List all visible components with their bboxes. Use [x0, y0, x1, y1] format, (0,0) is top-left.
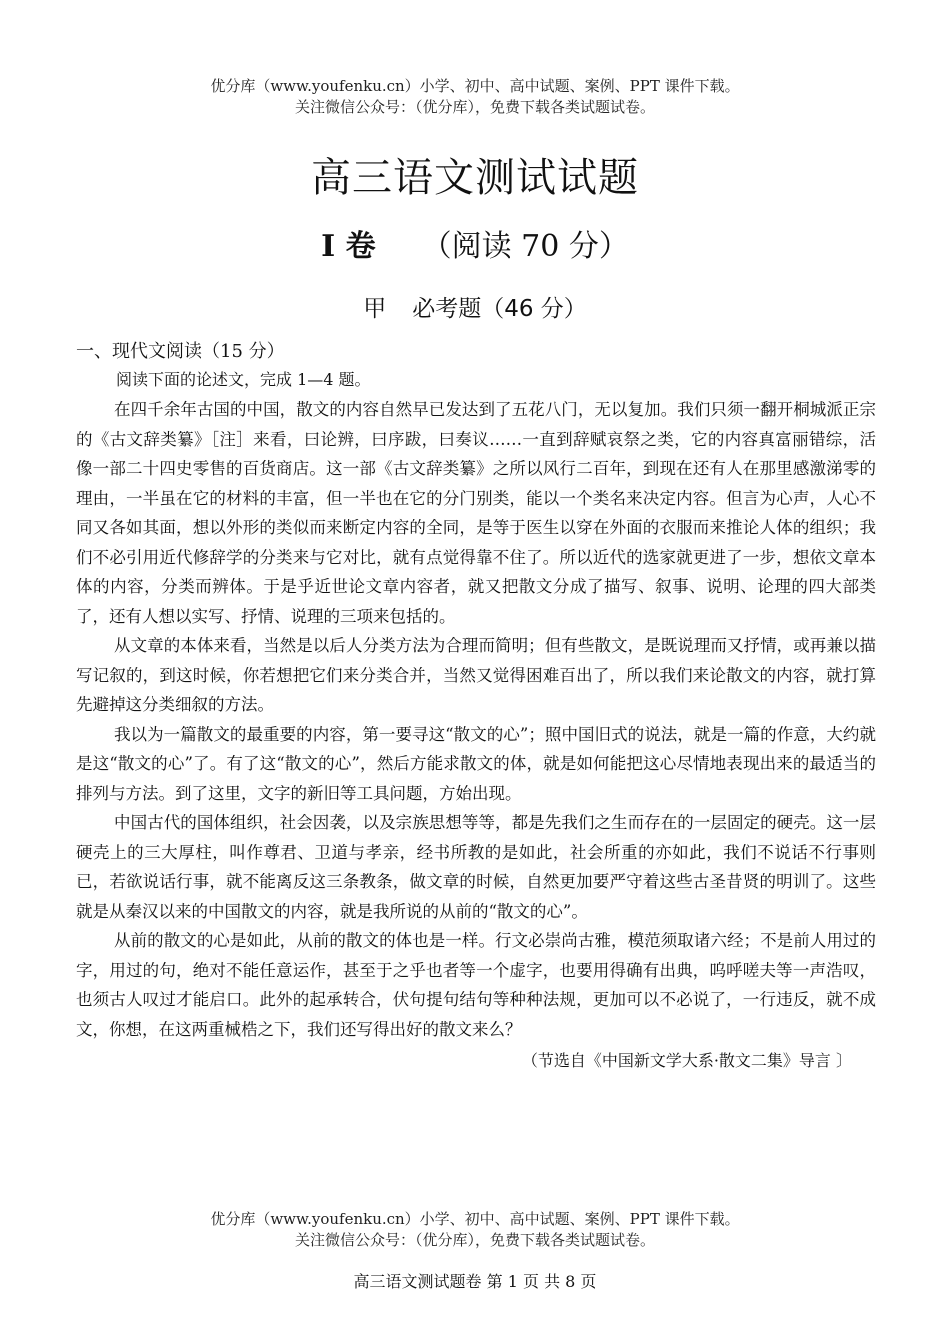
- section-heading: [0, 292, 950, 326]
- passage-source: （节选自《中国新文学大系·散文二集》导言 〕: [521, 1051, 852, 1070]
- banner-line-2: 关注微信公众号：（优分库），免费下载各类试题试卷。: [294, 1231, 655, 1249]
- banner-line-1: 优分库（www.youfenku.cn）小学、初中、高中试题、案例、PPT 课件下载。: [210, 77, 740, 95]
- section-text: 必考题（46 分）: [412, 296, 587, 322]
- volume-subtitle: [0, 226, 950, 268]
- question-content: [76, 338, 876, 1076]
- question-heading: 一、现代文阅读（15 分）: [76, 341, 285, 362]
- passage-paragraph-4: 中国古代的国体组织，社会因袭，以及宗族思想等等，都是先我们之生而存在的一层固定的硬壳。这一层硬壳上的三大厚柱，叫作尊君、卫道与孝亲，经书所教的是如此，社会所重的亦如此，我们不说话不行事则已，若欲说话行事，就不能离反这三条教条，做文章的时候，自然更加要严守着这些古圣昔贤的明训了。这些就是从秦汉以来的中国散文的内容，就是我所说的从前的“散文的心”。: [76, 813, 876, 921]
- header-banner: [0, 76, 950, 118]
- volume-note: （阅读 70 分）: [421, 229, 629, 264]
- footer-banner: [0, 1209, 950, 1251]
- page-number-footer: 高三语文测试题卷 第 1 页 共 8 页: [353, 1272, 597, 1291]
- section-label: 甲: [363, 296, 387, 322]
- question-instruction: 阅读下面的论述文，完成 1—4 题。: [116, 370, 371, 389]
- volume-label: I 卷: [321, 229, 376, 264]
- passage-paragraph-1: 在四千余年古国的中国，散文的内容自然早已发达到了五花八门，无以复加。我们只须一翻开桐城派正宗的《古文辞类纂》［注］来看，曰论辨，曰序跋，曰奏议……一直到辞赋哀祭之类，它的内容真富丽错综，活像一部二十四史零售的百货商店。这一部《古文辞类纂》之所以风行二百年，到现在还有人在那里感激涕零的理由，一半虽在它的材料的丰富，但一半也在它的分门别类，能以一个类名来决定内容。但言为心声，人心不同又各如其面，想以外形的类似而来断定内容的全同，是等于医生以穿在外面的衣服而来推论人体的组织；我们不必引用近代修辞学的分类来与它对比，就有点觉得靠不住了。所以近代的选家就更进了一步，想依文章本体的内容，分类而辨体。于是乎近世论文章内容者，就又把散文分成了描写、叙事、说明、论理的四大部类了，还有人想以实写、抒情、说理的三项来包括的。: [76, 400, 876, 626]
- passage-paragraph-5: 从前的散文的心是如此，从前的散文的体也是一样。行文必崇尚古雅，模范须取诸六经；不是前人用过的字，用过的句，绝对不能任意运作，甚至于之乎也者等一个虚字，也要用得确有出典，呜呼嗟夫等一声浩叹，也须古人叹过才能启口。此外的起承转合，伏句提句结句等种种法规，更加可以不必说了，一行违反，就不成文，你想，在这两重械梏之下，我们还写得出好的散文来么？: [76, 931, 876, 1039]
- banner-line-2: 关注微信公众号：（优分库），免费下载各类试题试卷。: [294, 98, 655, 116]
- banner-line-1: 优分库（www.youfenku.cn）小学、初中、高中试题、案例、PPT 课件下载。: [210, 1210, 740, 1228]
- passage-paragraph-3: 我以为一篇散文的最重要的内容，第一要寻这“散文的心”；照中国旧式的说法，就是一篇的作意，大约就是这“散文的心”了。有了这“散文的心”，然后方能求散文的体，就是如何能把这心尽情地表现出来的最适当的排列与方法。到了这里，文字的新旧等工具问题，方始出现。: [76, 724, 876, 803]
- passage-paragraph-2: 从文章的本体来看，当然是以后人分类方法为合理而简明；但有些散文，是既说理而又抒情，或再兼以描写记叙的，到这时候，你若想把它们来分类合并，当然又觉得困难百出了，所以我们来论散文的内容，就打算先避掉这分类细叙的方法。: [76, 636, 876, 714]
- page-title: 高三语文测试试题: [311, 155, 639, 201]
